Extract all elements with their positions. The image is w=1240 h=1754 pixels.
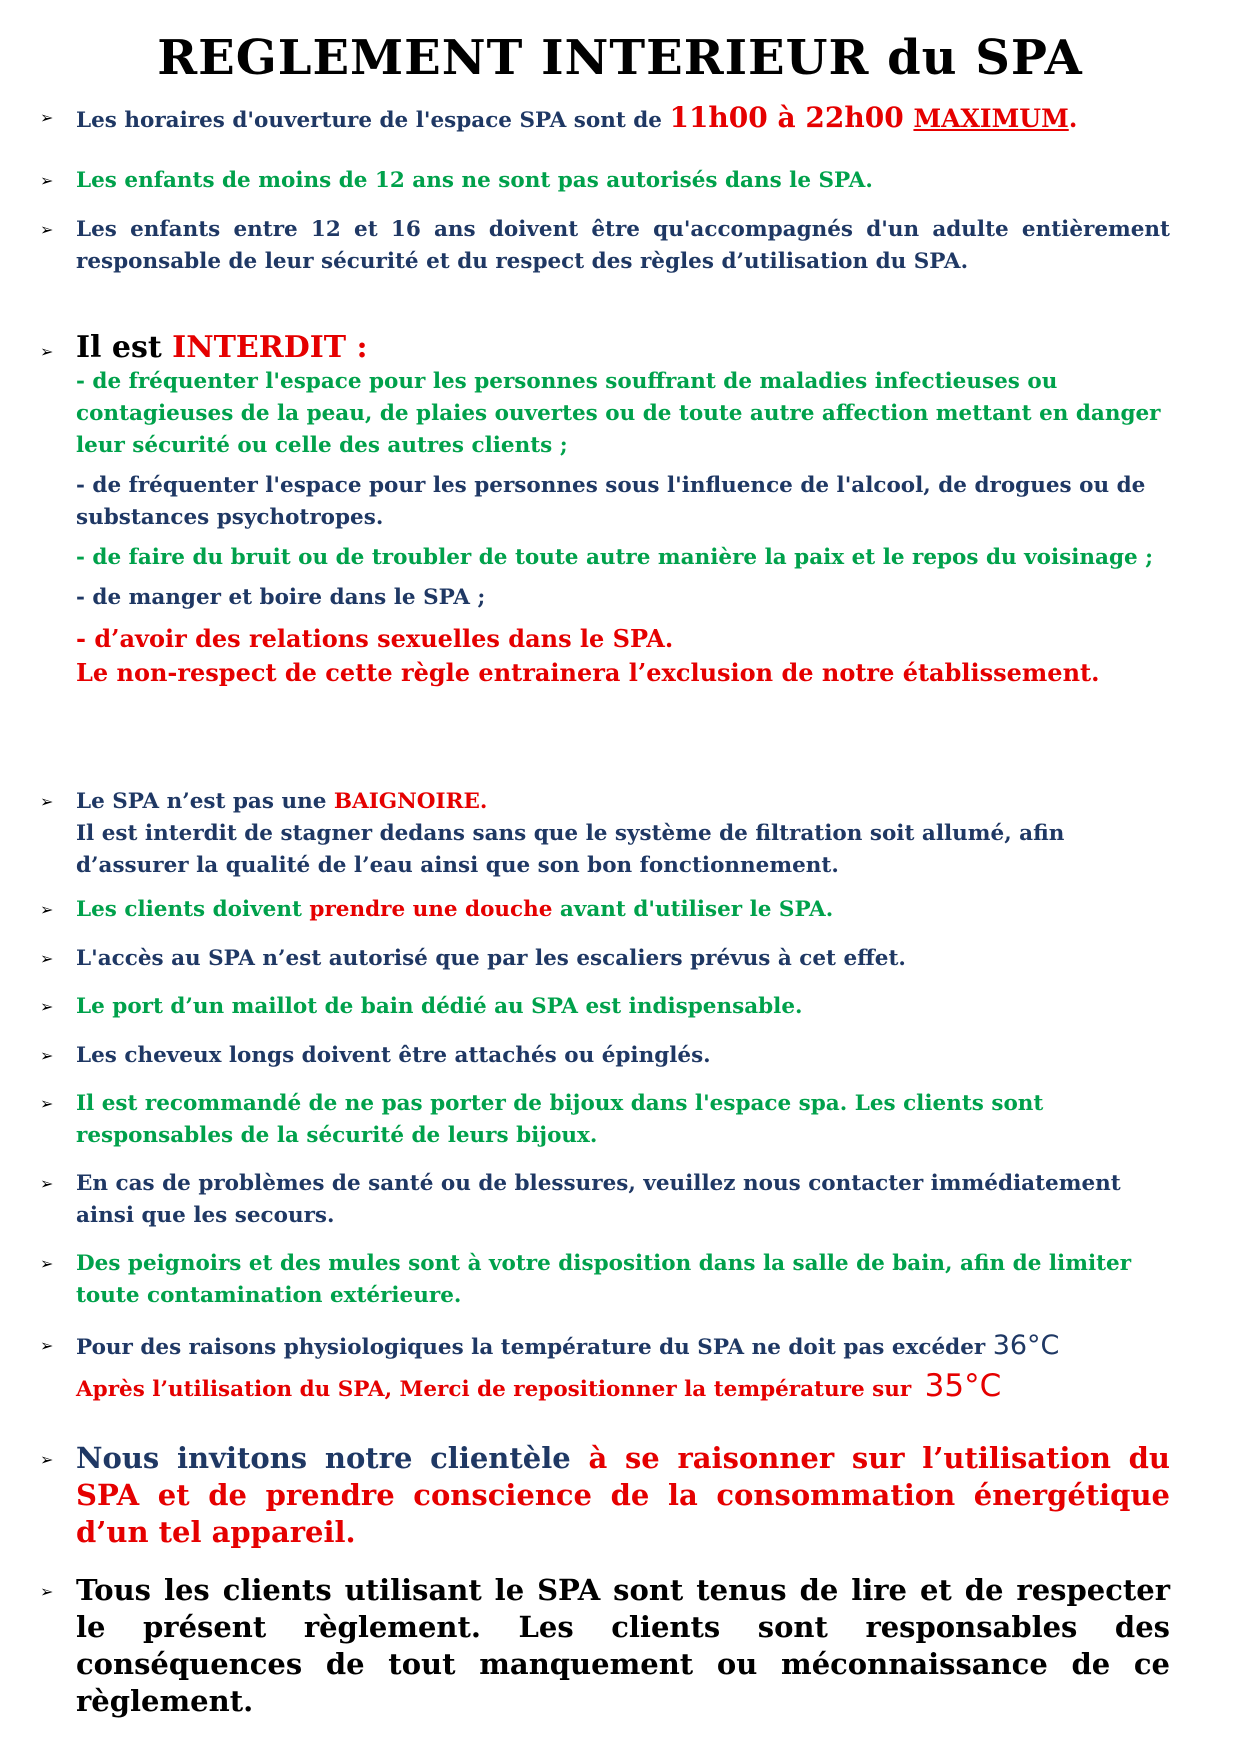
children-under-12-text: Les enfants de moins de 12 ans ne sont pas autorisés dans le SPA. [76,168,873,193]
temperature-max-value: 36°C [992,1330,1060,1361]
forbidden-item: - de fréquenter l'espace pour les personnes souffrant de maladies infectieuses ou contagieuses de la peau, de plaies ouvertes ou de toute autre affection mettant en danger leur sécurité ou celle des autres clients ; [76,369,1161,458]
bullet-arrow-icon: ➢ [40,342,54,361]
bathtub-lead: Le SPA n’est pas une [76,789,334,814]
temperature-max-text: Pour des raisons physiologiques la température du SPA ne doit pas excéder [76,1335,993,1360]
bathtub-detail: Il est interdit de stagner dedans sans que le système de filtration soit allumé, afin d’assurer la qualité de l’eau ainsi que son bon fonctionnement. [76,821,1065,878]
bullet-arrow-icon: ➢ [40,1046,54,1065]
forbidden-warning: Le non-respect de cette règle entrainera l’exclusion de notre établissement. [76,658,1100,687]
forbidden-lead: Il est [76,330,173,365]
hair-text: Les cheveux longs doivent être attachés ou épinglés. [76,1043,711,1068]
energy-rest: à se raisonner sur l’utilisation du SPA et de prendre conscience de la consommation énergétique d’un tel appareil. [76,1441,1171,1549]
rule-temperature [40,1330,1170,1406]
swimsuit-text: Le port d’un maillot de bain dédié au SPA est indispensable. [76,994,803,1019]
forbidden-item: - de faire du bruit ou de troubler de toute autre manière la paix et le repos du voisinage ; [76,545,1154,570]
rule-hair [40,1040,1170,1072]
temperature-reset-text: Après l’utilisation du SPA, Merci de repositionner la température sur [76,1377,919,1402]
rule-opening-hours [40,102,1170,137]
rule-shower [40,894,1170,926]
rule-swimsuit [40,991,1170,1023]
rule-children-12-16 [40,214,1170,278]
hours-dot: . [1068,104,1078,133]
page-title: REGLEMENT INTERIEUR du SPA [157,30,1083,86]
stairs-text: L'accès au SPA n’est autorisé que par les escaliers prévus à cet effet. [76,946,906,971]
bathtub-keyword: BAIGNOIRE. [333,789,488,814]
bullet-arrow-icon: ➢ [40,792,54,811]
bullet-arrow-icon: ➢ [40,171,54,190]
acceptance-text: Tous les clients utilisant le SPA sont tenus de lire et de respecter le présent règlement. Les clients sont responsables des conséquences de tout manquement ou méconnaissance de ce règlement. [76,1573,1170,1718]
bullet-arrow-icon: ➢ [40,1582,54,1601]
hours-maximum: MAXIMUM [913,104,1069,133]
forbidden-item: - de fréquenter l'espace pour les personnes sous l'influence de l'alcool, de drogues ou de substances psychotropes. [76,473,1146,530]
robes-text: Des peignoirs et des mules sont à votre disposition dans la salle de bain, afin de limiter toute contamination extérieure. [76,1251,1132,1308]
bullet-arrow-icon: ➢ [40,108,54,127]
bullet-arrow-icon: ➢ [40,1254,54,1273]
jewelry-text: Il est recommandé de ne pas porter de bijoux dans l'espace spa. Les clients sont responsables de la sécurité de leurs bijoux. [76,1091,1044,1148]
rule-robes [40,1248,1170,1312]
hours-range: 11h00 à 22h00 [669,101,914,134]
rule-energy [40,1440,1170,1551]
rule-forbidden [40,330,1170,690]
forbidden-item: - de manger et boire dans le SPA ; [76,585,486,610]
bullet-arrow-icon: ➢ [40,949,54,968]
rule-jewelry [40,1088,1170,1152]
rule-children-under-12 [40,165,1170,197]
bullet-arrow-icon: ➢ [40,1094,54,1113]
shower-after: avant d'utiliser le SPA. [552,897,834,922]
hours-text: Les horaires d'ouverture de l'espace SPA sont de [76,108,670,133]
shower-before: Les clients doivent [76,897,310,922]
bullet-arrow-icon: ➢ [40,1174,54,1193]
bullet-arrow-icon: ➢ [40,900,54,919]
shower-keyword: prendre une douche [309,897,553,922]
rule-health [40,1168,1170,1232]
bullet-arrow-icon: ➢ [40,997,54,1016]
bullet-arrow-icon: ➢ [40,1336,54,1355]
forbidden-item: - d’avoir des relations sexuelles dans le SPA. [76,624,674,653]
health-text: En cas de problèmes de santé ou de blessures, veuillez nous contacter immédiatement ainsi que les secours. [76,1171,1121,1228]
energy-lead: Nous invitons notre clientèle [76,1441,589,1475]
rule-bathtub [40,786,1170,882]
bullet-arrow-icon: ➢ [40,1450,54,1469]
temperature-reset-value: 35°C [924,1368,1002,1404]
children-12-16-text: Les enfants entre 12 et 16 ans doivent être qu'accompagnés d'un adulte entièrement responsable de leur sécurité et du respect des règles d’utilisation du SPA. [76,217,1170,274]
rule-stairs [40,943,1170,975]
forbidden-keyword: INTERDIT : [172,330,368,365]
bullet-arrow-icon: ➢ [40,220,54,239]
rule-acceptance [40,1572,1170,1720]
